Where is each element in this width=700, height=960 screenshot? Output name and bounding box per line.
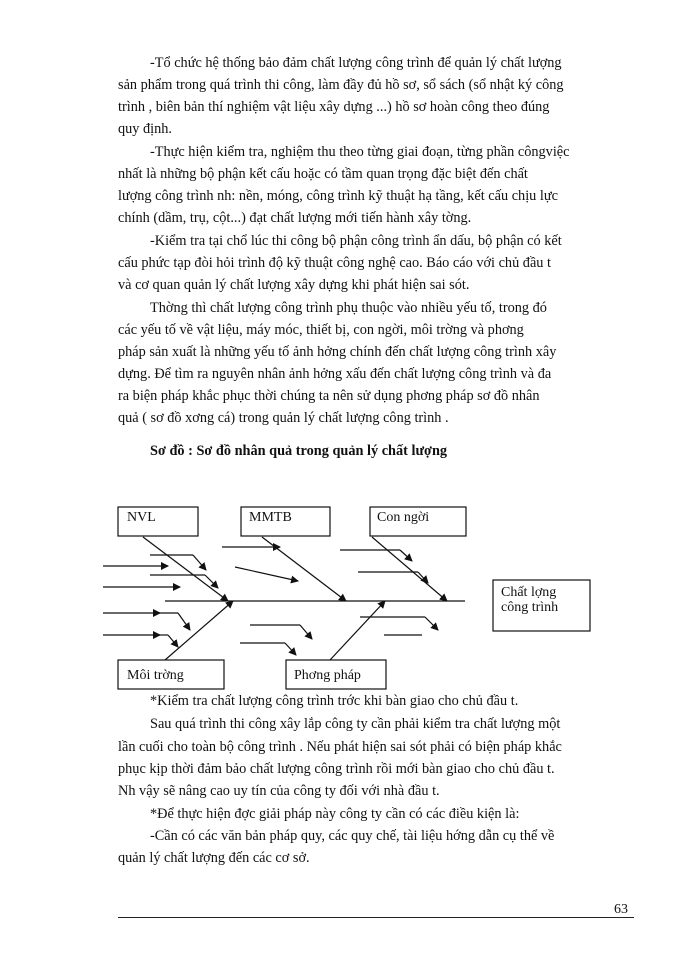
p3-line-1: -Kiểm tra tại chổ lúc thi công bộ phận công trình ẩn dấu, bộ phận có kết [150,233,562,249]
bone-phuong-phap [330,601,385,660]
p4-line-5: ra biện pháp khắc phục thời chúng ta nên sử dụng phơng pháp sơ đồ nhân [118,388,540,404]
twig-7-arrow [178,613,190,630]
label-effect-2: công trình [501,600,559,615]
label-con-nguoi: Con ngời [377,510,430,525]
twig-9-arrow [300,625,312,639]
label-moi-truong: Môi trờng [127,668,184,683]
p3-line-3: và cơ quan quản lý chất lượng xây dựng khi phát hiện sai sót. [118,277,470,293]
twig-2-arrow [205,575,218,588]
twig-1-arrow [193,555,206,570]
diagram-caption: Sơ đồ : Sơ đồ nhân quả trong quản lý chất lượng [150,443,448,459]
twig-10-arrow [285,643,296,655]
label-effect-1: Chất lợng [501,585,557,600]
p6-line-3: phục kịp thời đảm bảo chất lượng công trình rồi mới bàn giao cho chủ đầu t. [118,761,555,777]
p8-line-2: quản lý chất lượng đến các cơ sở. [118,850,310,866]
p1-line-4: quy định. [118,121,173,137]
label-nvl: NVL [127,510,156,525]
twig-11-arrow [425,617,438,630]
p7-line: *Để thực hiện đợc giải pháp này công ty cần có các điều kiện là: [150,806,520,822]
twig-5-arrow [400,550,412,561]
p5-line: *Kiểm tra chất lượng công trình trớc khi bàn giao cho chủ đầu t. [150,693,519,709]
bone-nvl [143,537,228,601]
p6-line-2: lần cuối cho toàn bộ công trình . Nếu phát hiện sai sót phải có biện pháp khắc [118,739,562,755]
label-mmtb: MMTB [249,510,292,525]
p2-line-4: chính (dầm, trụ, cột...) đạt chất lượng mới tiến hành xây tờng. [118,210,472,226]
p4-line-2: các yếu tố về vật liệu, máy móc, thiết bị, con ngời, môi trờng và phơng [118,322,524,338]
p8-line-1: -Cần có các văn bản pháp quy, các quy chế, tài liệu hớng dẫn cụ thể về [150,828,555,844]
p6-line-1: Sau quá trình thi công xây lắp công ty cần phải kiểm tra chất lượng một [150,716,561,732]
p4-line-3: pháp sản xuất là những yếu tố ảnh hởng chính đến chất lượng công trình xây [118,344,557,360]
footer-rule [118,917,634,918]
p4-line-1: Thờng thì chất lượng công trình phụ thuộc vào nhiều yếu tố, trong đó [150,300,547,316]
twig-8-arrow [168,635,178,647]
p4-line-4: dựng. Để tìm ra nguyên nhân ảnh hởng xấu đến chất lượng công trình và đa [118,366,552,382]
page-number: 63 [614,902,628,917]
bone-con-nguoi [372,537,447,601]
p3-line-2: cấu phức tạp đòi hỏi trình độ kỹ thuật công nghệ cao. Báo cáo với chủ đầu t [118,255,551,271]
p6-line-4: Nh vậy sẽ nâng cao uy tín của công ty đối với nhà đầu t. [118,783,440,799]
p1-line-2: sản phẩm trong quá trình thi công, làm đầy đủ hồ sơ, sổ sách (sổ nhật ký công [118,77,564,93]
p4-line-6: quả ( sơ đồ xơng cá) trong quản lý chất lượng công trình . [118,410,449,426]
twig-4 [235,567,298,581]
bone-moi-truong [165,601,233,660]
p1-line-1: -Tổ chức hệ thống bảo đảm chất lượng công trình để quản lý chất lượng [150,55,562,71]
p2-line-2: nhất là những bộ phận kết cấu hoặc có tầm quan trọng đặc biệt đến chất [118,166,528,182]
label-phuong-phap: Phơng pháp [294,668,361,683]
p2-line-3: lượng công trình nh: nền, móng, công trình kỹ thuật hạ tầng, kết cấu chịu lực [118,188,558,204]
p2-line-1: -Thực hiện kiểm tra, nghiệm thu theo từng giai đoạn, từng phần côngviệc [150,144,570,160]
p1-line-3: trình , biên bản thí nghiệm vật liệu xây dựng ...) hồ sơ hoàn công theo đúng [118,99,550,115]
